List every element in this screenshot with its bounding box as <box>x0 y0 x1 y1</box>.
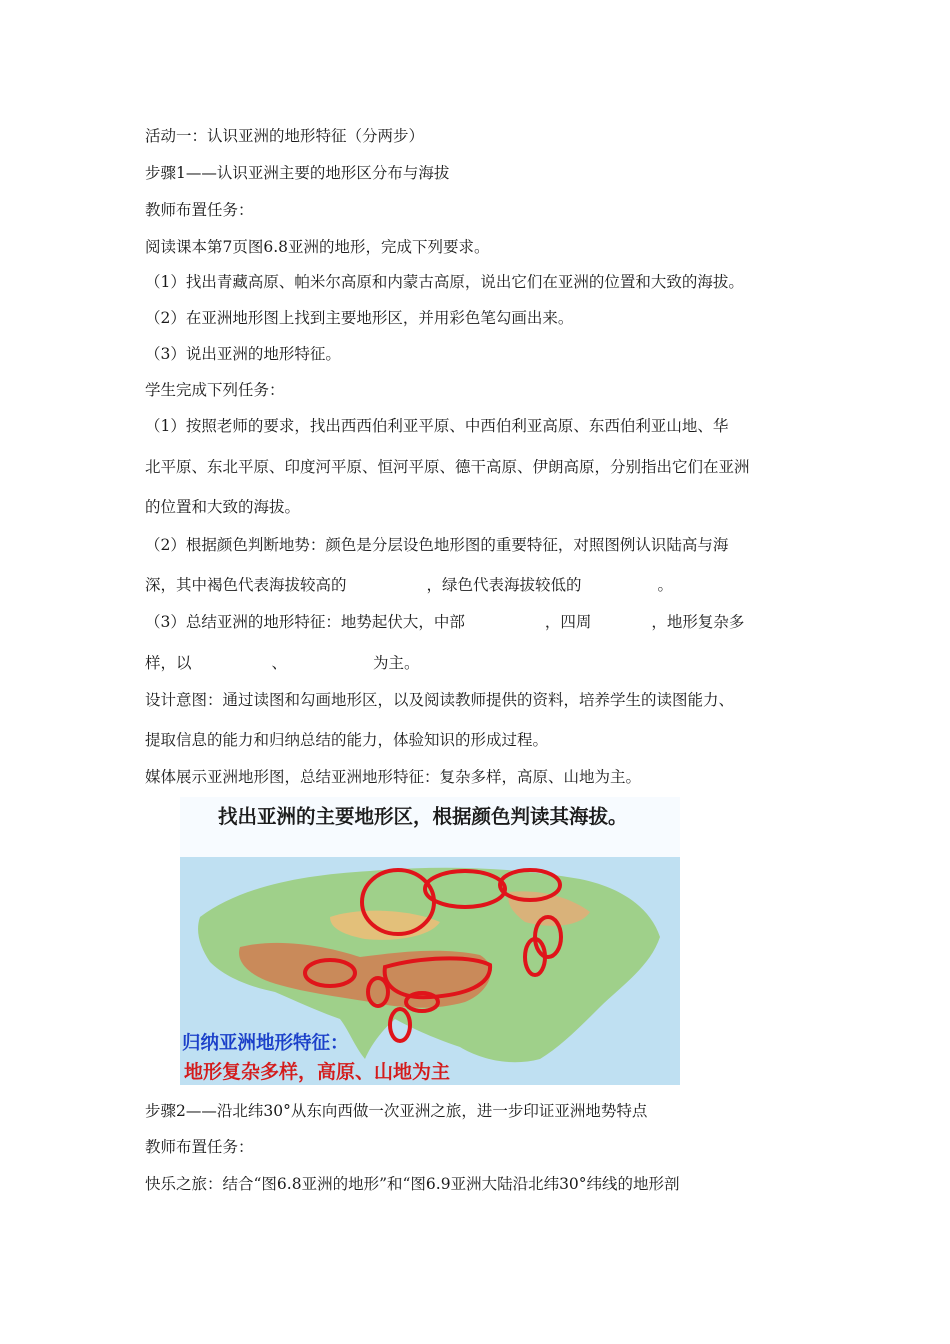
student-task-3-line1 <box>145 612 825 632</box>
requirement-3: （3）说出亚洲的地形特征。 <box>145 345 341 363</box>
requirement-2: （2）在亚洲地形图上找到主要地形区，并用彩色笔勾画出来。 <box>145 309 574 327</box>
fill-text: 为主。 <box>373 654 420 672</box>
figure-summary-text: 地形复杂多样，高原、山地为主 <box>184 1061 451 1083</box>
student-task-1-line1: （1）按照老师的要求，找出西西伯利亚平原、中西伯利亚高原、东西伯利亚山地、华 <box>145 417 729 435</box>
design-intent-line1: 设计意图：通过读图和勾画地形区，以及阅读教师提供的资料，培养学生的读图能力、 <box>145 691 735 709</box>
student-task-label: 学生完成下列任务： <box>145 381 285 399</box>
student-task-1-line2: 北平原、东北平原、印度河平原、恒河平原、德干高原、伊朗高原，分别指出它们在亚洲 <box>145 458 750 476</box>
requirement-1: （1）找出青藏高原、帕米尔高原和内蒙古高原，说出它们在亚洲的位置和大致的海拔。 <box>145 273 744 291</box>
student-task-2-line1: （2）根据颜色判断地势：颜色是分层设色地形图的重要特征，对照图例认识陆高与海 <box>145 536 729 554</box>
activity-heading: 活动一：认识亚洲的地形特征（分两步） <box>145 127 425 145</box>
student-task-1-line3: 的位置和大致的海拔。 <box>145 498 301 516</box>
asia-terrain-figure <box>180 797 680 1085</box>
step2-heading: 步骤2——沿北纬30°从东向西做一次亚洲之旅，进一步印证亚洲地势特点 <box>145 1102 648 1120</box>
student-task-2-line2 <box>145 575 825 595</box>
teacher-task-label: 教师布置任务： <box>145 201 254 219</box>
fill-text: ，地形复杂多 <box>651 613 745 631</box>
media-display-line: 媒体展示亚洲地形图，总结亚洲地形特征：复杂多样，高原、山地为主。 <box>145 768 642 786</box>
step1-heading: 步骤1——认识亚洲主要的地形区分布与海拔 <box>145 164 450 182</box>
fill-text: ，绿色代表海拔较低的 <box>426 576 582 594</box>
figure-summary-heading: 归纳亚洲地形特征： <box>182 1033 349 1054</box>
reading-instruction: 阅读课本第7页图6.8亚洲的地形，完成下列要求。 <box>145 238 490 256</box>
fill-text: （3）总结亚洲的地形特征：地势起伏大，中部 <box>145 613 465 631</box>
fill-text: 样，以 <box>145 654 192 672</box>
fill-text: 。 <box>657 576 674 594</box>
figure-title: 找出亚洲的主要地形区，根据颜色判读其海拔。 <box>218 805 628 828</box>
student-task-3-line2 <box>145 653 825 673</box>
fill-text: 、 <box>271 654 288 672</box>
design-intent-line2: 提取信息的能力和归纳总结的能力，体验知识的形成过程。 <box>145 731 549 749</box>
fill-text: 深，其中褐色代表海拔较高的 <box>145 576 347 594</box>
happy-journey-line: 快乐之旅：结合“图6.8亚洲的地形”和“图6.9亚洲大陆沿北纬30°纬线的地形剖 <box>145 1175 680 1193</box>
teacher-task-label-2: 教师布置任务： <box>145 1138 254 1156</box>
fill-text: ，四周 <box>544 613 592 631</box>
